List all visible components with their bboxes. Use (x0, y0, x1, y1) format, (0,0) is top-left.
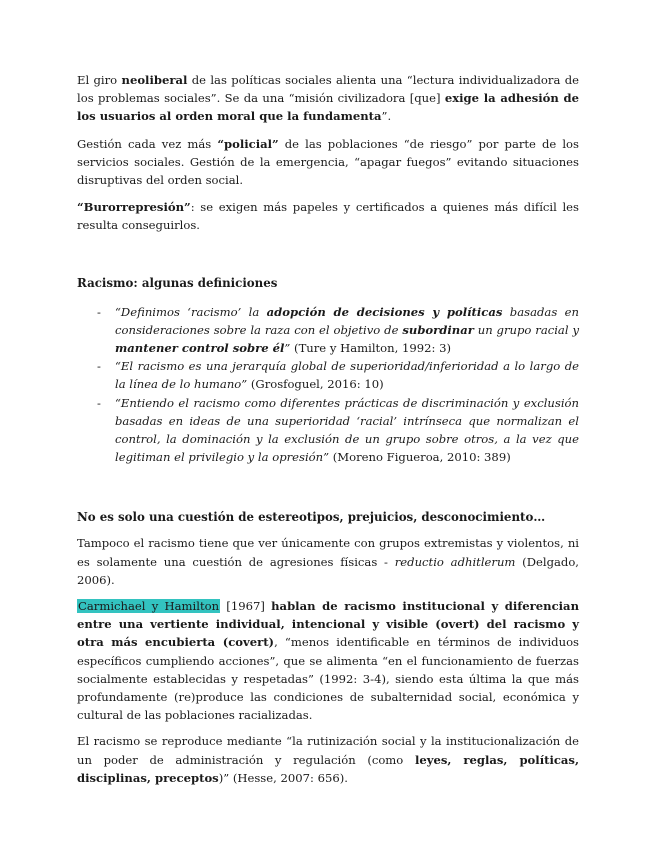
text: Tampoco el racismo tiene que ver únicamente con grupos extremistas y violentos, ni es solamente una cuestión de agresiones físicas - (77, 536, 579, 569)
citation: (Ture y Hamilton, 1992: 3) (290, 341, 451, 356)
bold-italic-text: subordinar (402, 322, 474, 337)
italic-text: “El racismo es una jerarquía global de superioridad/inferioridad a lo largo de la línea de lo humano (115, 359, 579, 392)
paragraph-rutinizacion (77, 732, 579, 787)
italic-text: basadas en consideraciones sobre la raza con el objetivo de (115, 304, 579, 337)
heading-racismo: Racismo: algunas definiciones (77, 275, 278, 290)
paragraph-burorrepresion (77, 198, 579, 234)
paragraph-neoliberal (77, 71, 579, 126)
list-dash: - (97, 304, 101, 319)
list-item (77, 357, 579, 393)
text: , “menos identificable en términos de individuos específicos cumpliendo acciones”, que se alimenta “en el funcionamiento de fuerzas socialmente establecidas y respetadas” (1992: 3-4), siendo esta última la que más profundamente (re)produce las condiciones de subalternidad social, económica y cultural de las poblaciones racializadas. (77, 635, 579, 723)
list-dash: - (97, 395, 101, 410)
bold-text: hablan de racismo institucional y diferencian entre una vertiente individual, intencional y visible (overt) del racismo y otra más encubierta (covert) (77, 599, 579, 650)
citation: (Moreno Figueroa, 2010: 389) (329, 450, 511, 465)
text: : se exigen más papeles y certificados a quienes más difícil les resulta conseguirlos. (77, 200, 579, 233)
text: de las poblaciones “de riesgo” por parte de los servicios sociales. Gestión de la emergencia, “apagar fuegos” evitando situaciones disruptivas del orden social. (77, 136, 579, 188)
citation: (Grosfoguel, 2016: 10) (247, 377, 384, 392)
italic-text: un grupo racial y (473, 322, 579, 337)
bold-italic-text: adopción de decisiones y políticas (266, 304, 503, 319)
text: )” (Hesse, 2007: 656). (218, 770, 348, 785)
paragraph-gestion (77, 135, 579, 190)
paragraph-carmichael (77, 597, 579, 724)
bold-text: “Burorrepresión” (77, 200, 191, 215)
italic-text: ” (241, 377, 248, 392)
bold-text: neoliberal (121, 73, 188, 87)
bold-italic-text: mantener control sobre él (115, 341, 285, 356)
italic-text: ” (284, 341, 291, 356)
list-item (77, 303, 579, 358)
text: de las políticas sociales alienta una “lectura individualizadora de los problemas sociales”. Se da una “misión civilizadora [que] (77, 73, 579, 106)
text: (Delgado, 2006). (77, 554, 579, 587)
italic-text: “Entiendo el racismo como diferentes prácticas de discriminación y exclusión basadas en ideas de una superioridad ‘racial’ intrínseca que normalizan el control, la dominación y la exclusión de un grupo sobre otros, a la vez que legitiman el privilegio y la opresión” (115, 395, 579, 465)
list-dash: - (97, 359, 101, 374)
italic-text: reductio adhitlerum (394, 554, 516, 569)
bold-text: leyes, reglas, políticas, disciplinas, preceptos (77, 752, 579, 785)
highlighted-text: Carmichael y Hamilton (78, 599, 220, 614)
bold-text: exige la adhesión de los usuarios al orden moral que la fundamenta (77, 91, 579, 124)
heading-no-es-solo: No es solo una cuestión de estereotipos, prejuicios, desconocimiento… (77, 510, 546, 525)
bold-text: “policial” (217, 136, 279, 151)
text: El racismo se reproduce mediante “la rutinización social y la institucionalización de un poder de administración y regulación (como (77, 734, 579, 767)
text: ”. (381, 109, 392, 124)
definitions-list (77, 303, 579, 467)
text: Gestión cada vez más (77, 136, 218, 151)
italic-text: “Definimos ‘racismo’ la (115, 304, 267, 319)
paragraph-tampoco (77, 534, 579, 589)
list-item (77, 394, 579, 467)
text: [1967] (220, 599, 272, 614)
text: El giro (77, 73, 122, 87)
